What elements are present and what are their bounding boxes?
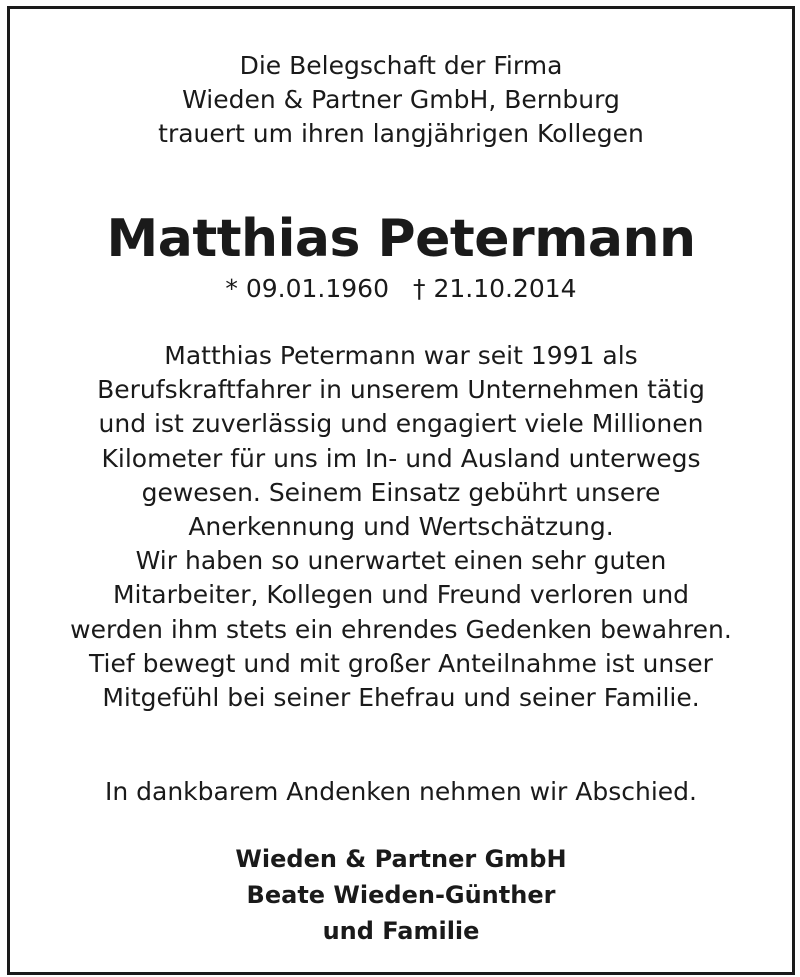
tribute-line: Wir haben so unerwartet einen sehr guten	[135, 546, 667, 576]
deceased-name: Matthias Petermann	[106, 209, 696, 269]
tribute-line: gewesen. Seinem Einsatz gebührt unsere	[141, 477, 661, 507]
tribute-line: Tief bewegt und mit großer Anteilnahme ist unser	[89, 648, 713, 678]
tribute-line: Kilometer für uns im In- und Ausland unterwegs	[101, 443, 701, 473]
obituary-frame	[7, 6, 795, 975]
intro-text	[10, 49, 792, 151]
death-date: † 21.10.2014	[413, 274, 577, 303]
closing-line: In dankbarem Andenken nehmen wir Abschied.	[104, 777, 698, 806]
signature-line: und Familie	[322, 917, 480, 945]
signature-block	[10, 841, 792, 949]
life-dates	[10, 273, 792, 305]
signature-line: Wieden & Partner GmbH	[235, 845, 567, 873]
birth-date: * 09.01.1960	[225, 274, 389, 303]
tribute-line: werden ihm stets ein ehrendes Gedenken bewahren.	[70, 614, 732, 644]
tribute-line: Anerkennung und Wertschätzung.	[188, 512, 614, 542]
intro-line: Die Belegschaft der Firma	[239, 51, 563, 80]
tribute-line: Mitgefühl bei seiner Ehefrau und seiner Familie.	[102, 683, 700, 713]
signature-line: Beate Wieden-Günther	[246, 881, 556, 909]
tribute-line: Mitarbeiter, Kollegen und Freund verloren und	[112, 580, 690, 610]
tribute-line: und ist zuverlässig und engagiert viele Millionen	[98, 409, 704, 439]
intro-line: trauert um ihren langjährigen Kollegen	[158, 119, 644, 148]
intro-line: Wieden & Partner GmbH, Bernburg	[182, 85, 620, 114]
tribute-text	[10, 339, 792, 715]
tribute-line: Matthias Petermann war seit 1991 als	[164, 341, 638, 370]
tribute-line: Berufskraftfahrer in unserem Unternehmen tätig	[97, 375, 705, 405]
